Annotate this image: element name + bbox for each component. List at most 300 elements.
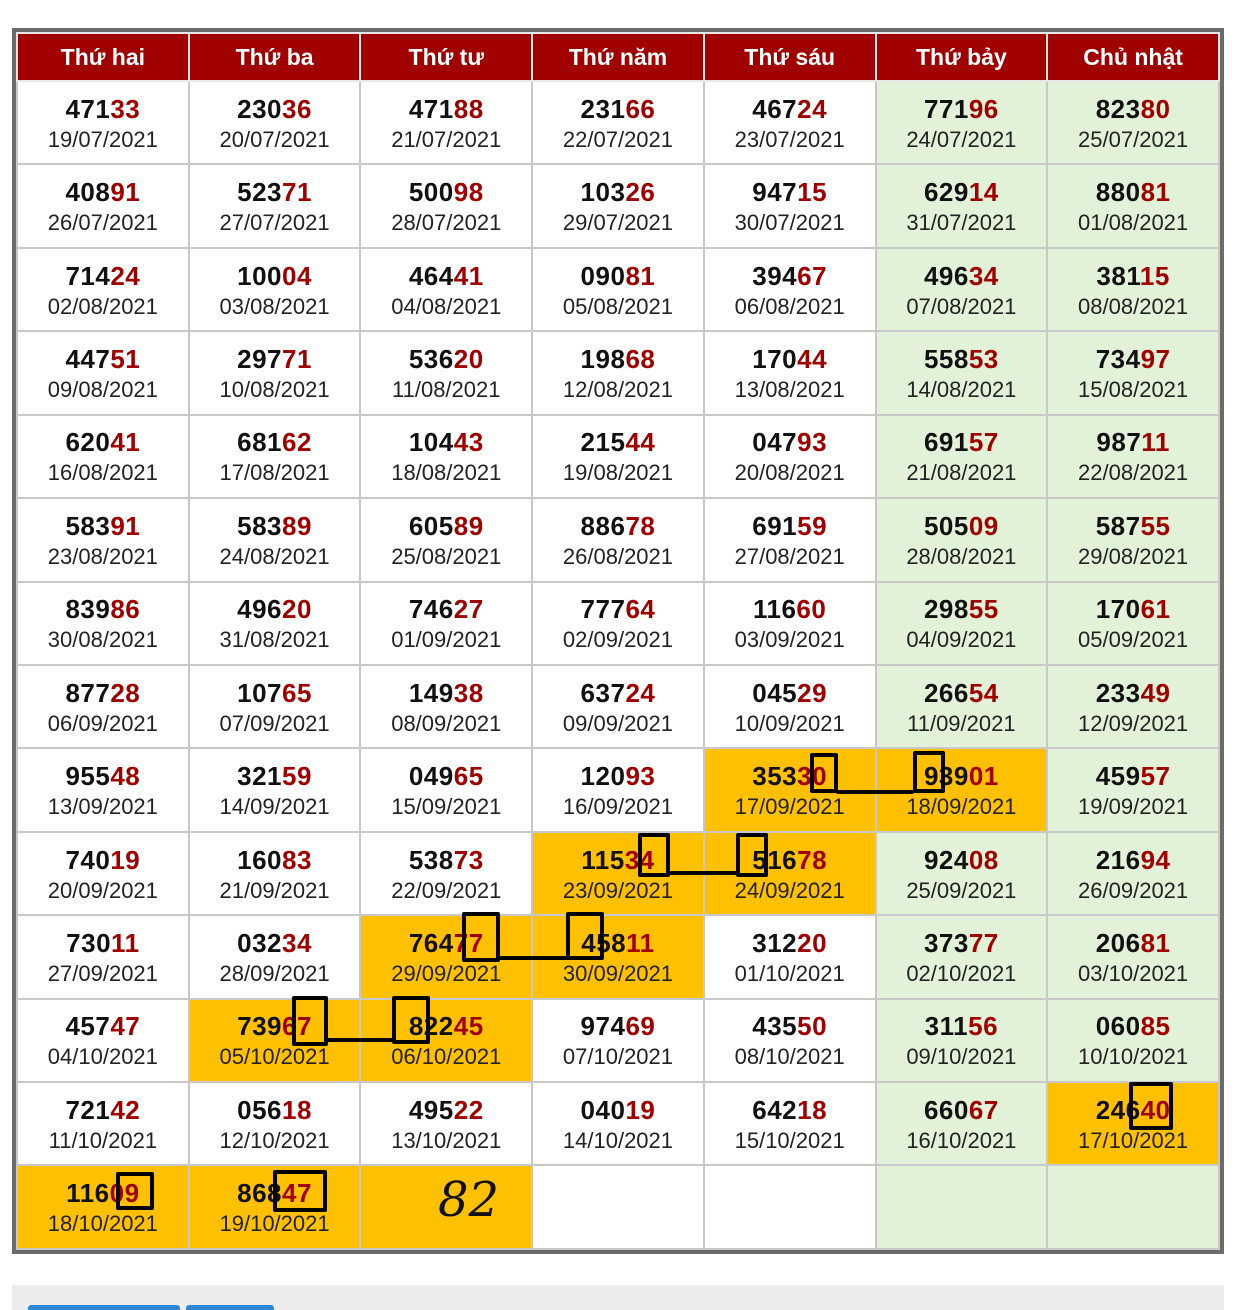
result-head-digits: 681: [237, 427, 283, 458]
result-tail-digits: 09: [968, 510, 999, 541]
day-cell: [189, 915, 361, 998]
day-cell: [189, 415, 361, 498]
result-number: [877, 592, 1047, 626]
result-date: 10/09/2021: [734, 710, 845, 736]
result-head-digits: 435: [752, 1011, 798, 1042]
result-date: 04/08/2021: [391, 293, 502, 319]
result-date: 30/09/2021: [562, 960, 674, 986]
result-number: [533, 1093, 703, 1127]
result-head-digits: 734: [1095, 343, 1141, 374]
result-tail-digits: 57: [1140, 761, 1171, 792]
result-date: 19/08/2021: [562, 460, 674, 486]
result-date: 02/08/2021: [47, 293, 158, 319]
result-tail-digits: 73: [453, 844, 484, 875]
result-number: [705, 259, 875, 293]
result-head-digits: 103: [580, 177, 626, 208]
result-date: 25/07/2021: [1078, 126, 1189, 152]
result-tail-digits: 44: [797, 343, 828, 374]
result-number: [533, 1009, 703, 1043]
result-number: [190, 175, 360, 209]
result-date: 08/09/2021: [391, 710, 502, 736]
result-tail-digits: 89: [282, 510, 312, 541]
result-tail-digits: 18: [797, 1094, 828, 1125]
result-head-digits: 471: [65, 93, 111, 124]
result-number: [533, 175, 703, 209]
result-number: [705, 926, 875, 960]
result-number: [18, 92, 188, 126]
day-cell: [360, 498, 532, 581]
day-cell: [532, 582, 704, 665]
result-tail-digits: 20: [282, 594, 312, 625]
day-cell: [189, 1082, 361, 1165]
result-head-digits: 206: [1095, 927, 1141, 958]
day-cell: [360, 164, 532, 247]
day-cell: [1047, 498, 1219, 581]
result-number: [18, 676, 188, 710]
result-number: [877, 259, 1047, 293]
day-cell: [704, 81, 876, 164]
header-friday: Thứ sáu: [704, 33, 876, 81]
result-number: [190, 1009, 360, 1043]
result-number: [18, 759, 188, 793]
result-number: [190, 509, 360, 543]
result-tail-digits: 71: [282, 177, 312, 208]
result-date: 06/10/2021: [391, 1044, 502, 1070]
header-monday: Thứ hai: [17, 33, 189, 81]
day-cell: [532, 665, 704, 748]
day-cell: [532, 1165, 704, 1249]
result-date: 17/08/2021: [219, 460, 330, 486]
result-date: 29/07/2021: [562, 210, 674, 236]
result-head-digits: 505: [923, 510, 969, 541]
result-number: [361, 425, 531, 459]
result-head-digits: 216: [1095, 844, 1141, 875]
result-number: [705, 592, 875, 626]
result-tail-digits: 86: [110, 594, 141, 625]
result-date: 31/08/2021: [219, 627, 330, 653]
result-head-digits: 116: [752, 594, 797, 625]
result-date: 28/07/2021: [391, 210, 502, 236]
result-head-digits: 160: [237, 844, 283, 875]
result-head-digits: 149: [408, 677, 454, 708]
result-number: [533, 843, 703, 877]
result-number: [705, 676, 875, 710]
day-cell: [704, 748, 876, 831]
result-head-digits: 321: [237, 761, 283, 792]
result-date: 19/10/2021: [219, 1211, 330, 1237]
result-number: [533, 926, 703, 960]
result-tail-digits: 27: [453, 594, 484, 625]
day-cell: [17, 331, 189, 414]
result-date: 22/07/2021: [562, 126, 674, 152]
result-tail-digits: 71: [282, 343, 312, 374]
result-date: 18/09/2021: [906, 794, 1017, 820]
result-number: [190, 926, 360, 960]
result-tail-digits: 45: [453, 1011, 484, 1042]
result-tail-digits: 66: [625, 93, 656, 124]
result-tail-digits: 44: [625, 427, 656, 458]
day-cell: [17, 164, 189, 247]
result-tail-digits: 91: [110, 510, 141, 541]
day-cell: [360, 81, 532, 164]
result-head-digits: 947: [752, 177, 798, 208]
day-cell: [17, 582, 189, 665]
week-row: [17, 1165, 1219, 1249]
result-tail-digits: 59: [282, 761, 312, 792]
result-tail-digits: 04: [282, 260, 312, 291]
day-cell: [532, 832, 704, 915]
result-tail-digits: 78: [797, 844, 828, 875]
result-date: 05/08/2021: [562, 293, 674, 319]
day-cell: [189, 81, 361, 164]
day-cell: [17, 1165, 189, 1249]
result-tail-digits: 81: [1140, 177, 1171, 208]
result-tail-digits: 96: [968, 93, 999, 124]
result-number: [190, 259, 360, 293]
result-head-digits: 032: [237, 927, 283, 958]
result-tail-digits: 54: [968, 677, 999, 708]
result-date: 01/08/2021: [1078, 210, 1189, 236]
day-cell: [876, 1165, 1048, 1249]
week-row: [17, 415, 1219, 498]
result-date: 27/09/2021: [47, 960, 158, 986]
day-cell: [189, 999, 361, 1082]
result-head-digits: 311: [924, 1011, 969, 1042]
result-number: [877, 92, 1047, 126]
week-row: [17, 1082, 1219, 1165]
result-head-digits: 246: [1095, 1094, 1141, 1125]
day-cell: [1047, 415, 1219, 498]
day-cell: [17, 81, 189, 164]
result-head-digits: 408: [65, 177, 111, 208]
result-tail-digits: 28: [110, 677, 141, 708]
result-head-digits: 297: [237, 343, 283, 374]
day-cell: [189, 832, 361, 915]
result-number: [18, 843, 188, 877]
result-date: 20/09/2021: [47, 877, 158, 903]
result-date: 16/09/2021: [562, 794, 674, 820]
day-cell: [360, 832, 532, 915]
result-number: [18, 509, 188, 543]
result-tail-digits: 81: [625, 260, 656, 291]
result-tail-digits: 30: [797, 761, 828, 792]
toolbar-button-secondary[interactable]: [186, 1305, 274, 1310]
day-cell: [704, 999, 876, 1082]
day-cell: [1047, 164, 1219, 247]
day-cell: [17, 748, 189, 831]
result-head-digits: 381: [1096, 260, 1140, 291]
result-tail-digits: 77: [968, 927, 999, 958]
day-cell: [17, 498, 189, 581]
result-tail-digits: 60: [796, 594, 827, 625]
result-date: 21/08/2021: [906, 460, 1017, 486]
result-tail-digits: 08: [968, 844, 999, 875]
day-cell: [1047, 915, 1219, 998]
result-head-digits: 660: [923, 1094, 969, 1125]
result-date: 23/09/2021: [562, 877, 674, 903]
day-cell: [189, 582, 361, 665]
result-tail-digits: 22: [453, 1094, 484, 1125]
result-number: [190, 592, 360, 626]
result-head-digits: 691: [923, 427, 969, 458]
result-head-digits: 464: [408, 260, 454, 291]
result-number: [361, 175, 531, 209]
result-number: [1048, 1093, 1218, 1127]
day-cell: [704, 1165, 876, 1249]
result-number: [877, 342, 1047, 376]
result-date: 05/09/2021: [1078, 627, 1189, 653]
result-number: [190, 843, 360, 877]
result-date: 25/09/2021: [906, 877, 1017, 903]
result-head-digits: 198: [580, 343, 626, 374]
result-date: 12/10/2021: [219, 1127, 330, 1153]
result-number: [533, 92, 703, 126]
result-date: 16/08/2021: [47, 460, 158, 486]
result-tail-digits: 24: [625, 677, 656, 708]
result-number: [877, 509, 1047, 543]
result-head-digits: 231: [580, 93, 626, 124]
day-cell: [704, 331, 876, 414]
result-head-digits: 691: [752, 510, 798, 541]
result-number: [361, 92, 531, 126]
result-date: 12/09/2021: [1078, 710, 1189, 736]
result-tail-digits: 88: [453, 93, 484, 124]
result-tail-digits: 20: [797, 927, 828, 958]
result-number: [705, 342, 875, 376]
result-tail-digits: 11: [626, 927, 655, 958]
result-date: 28/08/2021: [906, 543, 1017, 569]
result-head-digits: 298: [923, 594, 969, 625]
result-date: 26/09/2021: [1078, 877, 1189, 903]
day-cell: [532, 498, 704, 581]
result-number: [18, 425, 188, 459]
day-cell: [704, 665, 876, 748]
result-head-digits: 822: [408, 1011, 454, 1042]
result-tail-digits: 09: [109, 1178, 140, 1209]
result-date: 15/09/2021: [391, 794, 502, 820]
result-head-digits: 558: [923, 343, 969, 374]
result-date: 15/08/2021: [1078, 376, 1189, 402]
result-tail-digits: 67: [968, 1094, 999, 1125]
result-tail-digits: 51: [110, 343, 141, 374]
result-tail-digits: 64: [625, 594, 656, 625]
week-row: [17, 81, 1219, 164]
result-number: [18, 175, 188, 209]
result-number: [18, 1093, 188, 1127]
result-head-digits: 516: [752, 844, 798, 875]
result-head-digits: 730: [66, 927, 112, 958]
result-date: 11/08/2021: [392, 376, 501, 402]
result-date: 30/07/2021: [734, 210, 845, 236]
day-cell: [17, 415, 189, 498]
result-number: [1048, 592, 1218, 626]
result-date: 27/07/2021: [219, 210, 330, 236]
header-saturday: Thứ bảy: [876, 33, 1048, 81]
lottery-results-table: [16, 32, 1220, 1250]
result-head-digits: 642: [752, 1094, 798, 1125]
result-head-digits: 536: [408, 343, 454, 374]
result-date: 22/08/2021: [1078, 460, 1189, 486]
result-date: 26/08/2021: [562, 543, 674, 569]
result-number: [18, 1176, 188, 1210]
result-head-digits: 496: [923, 260, 969, 291]
result-head-digits: 868: [237, 1178, 283, 1209]
result-date: 04/10/2021: [47, 1044, 158, 1070]
result-tail-digits: 01: [968, 761, 999, 792]
result-number: [1048, 676, 1218, 710]
day-cell: [704, 248, 876, 331]
result-tail-digits: 48: [110, 761, 141, 792]
result-date: 03/09/2021: [734, 627, 845, 653]
result-number: [361, 843, 531, 877]
week-row: [17, 331, 1219, 414]
result-tail-digits: 43: [453, 427, 484, 458]
result-tail-digits: 24: [797, 93, 828, 124]
result-head-digits: 880: [1095, 177, 1141, 208]
result-head-digits: 823: [1095, 93, 1141, 124]
result-date: 11/10/2021: [48, 1127, 158, 1153]
result-head-digits: 215: [580, 427, 626, 458]
result-date: 22/09/2021: [391, 877, 502, 903]
result-date: 19/07/2021: [47, 126, 158, 152]
result-tail-digits: 18: [282, 1094, 312, 1125]
result-head-digits: 939: [923, 761, 969, 792]
result-number: [877, 759, 1047, 793]
week-row: [17, 665, 1219, 748]
result-tail-digits: 56: [968, 1011, 999, 1042]
day-cell: [532, 748, 704, 831]
result-number: [1048, 342, 1218, 376]
day-cell: [704, 832, 876, 915]
result-number: [361, 676, 531, 710]
result-number: [18, 1009, 188, 1043]
result-head-digits: 740: [65, 844, 111, 875]
result-date: 18/08/2021: [391, 460, 502, 486]
result-number: [190, 92, 360, 126]
result-tail-digits: 42: [110, 1094, 141, 1125]
result-date: 15/10/2021: [734, 1127, 845, 1153]
result-date: 24/09/2021: [734, 877, 845, 903]
header-wednesday: Thứ tư: [360, 33, 532, 81]
result-head-digits: 266: [923, 677, 969, 708]
result-number: [877, 1093, 1047, 1127]
result-number: [190, 759, 360, 793]
day-cell: [17, 248, 189, 331]
result-tail-digits: 85: [1140, 1011, 1171, 1042]
result-head-digits: 060: [1095, 1011, 1141, 1042]
day-cell: [360, 665, 532, 748]
result-head-digits: 115: [581, 844, 625, 875]
result-head-digits: 955: [65, 761, 111, 792]
result-tail-digits: 93: [625, 761, 656, 792]
result-head-digits: 538: [408, 844, 454, 875]
day-cell: [1047, 248, 1219, 331]
result-head-digits: 458: [581, 927, 627, 958]
result-tail-digits: 81: [1140, 927, 1171, 958]
result-head-digits: 583: [65, 510, 111, 541]
day-cell: [704, 415, 876, 498]
result-tail-digits: 50: [797, 1011, 828, 1042]
result-number: [18, 926, 188, 960]
result-number: [361, 1009, 531, 1043]
day-cell: [876, 498, 1048, 581]
result-date: 21/09/2021: [219, 877, 330, 903]
result-head-digits: 987: [1096, 427, 1142, 458]
result-head-digits: 739: [237, 1011, 283, 1042]
result-tail-digits: 40: [1140, 1094, 1171, 1125]
result-head-digits: 764: [408, 927, 454, 958]
header-sunday: Chủ nhật: [1047, 33, 1219, 81]
result-number: [877, 926, 1047, 960]
day-cell: [532, 248, 704, 331]
result-tail-digits: 34: [624, 844, 655, 875]
result-head-digits: 170: [1095, 594, 1141, 625]
day-cell: [17, 665, 189, 748]
result-date: 29/09/2021: [391, 960, 502, 986]
result-date: 12/08/2021: [562, 376, 674, 402]
day-cell: [532, 1082, 704, 1165]
result-head-digits: 467: [752, 93, 798, 124]
day-cell: [1047, 1165, 1219, 1249]
result-number: [1048, 1009, 1218, 1043]
day-cell: [532, 81, 704, 164]
result-date: 19/09/2021: [1078, 794, 1189, 820]
result-date: 29/08/2021: [1078, 543, 1189, 569]
result-date: 23/07/2021: [734, 126, 845, 152]
day-cell: [876, 999, 1048, 1082]
result-date: 09/08/2021: [47, 376, 158, 402]
day-cell: [1047, 665, 1219, 748]
day-cell: [876, 665, 1048, 748]
day-cell: [876, 582, 1048, 665]
day-cell: [876, 164, 1048, 247]
result-head-digits: 523: [237, 177, 283, 208]
result-head-digits: 312: [752, 927, 798, 958]
day-cell: [532, 415, 704, 498]
result-head-digits: 233: [1095, 677, 1141, 708]
result-tail-digits: 20: [453, 343, 484, 374]
result-date: 08/10/2021: [734, 1044, 845, 1070]
result-head-digits: 447: [65, 343, 111, 374]
result-tail-digits: 59: [797, 510, 828, 541]
result-date: 14/08/2021: [906, 376, 1017, 402]
result-head-digits: 459: [1095, 761, 1141, 792]
result-head-digits: 107: [237, 677, 283, 708]
result-tail-digits: 62: [282, 427, 312, 458]
day-cell: [189, 164, 361, 247]
result-number: [1048, 259, 1218, 293]
result-head-digits: 637: [580, 677, 626, 708]
result-head-digits: 353: [752, 761, 798, 792]
result-number: [877, 175, 1047, 209]
result-date: 11/09/2021: [907, 710, 1016, 736]
result-date: 14/10/2021: [562, 1127, 674, 1153]
result-number: [533, 509, 703, 543]
day-cell: [360, 748, 532, 831]
day-cell: [1047, 832, 1219, 915]
day-cell: [876, 248, 1048, 331]
week-row: [17, 832, 1219, 915]
result-tail-digits: 11: [1141, 427, 1170, 458]
result-head-digits: 495: [408, 1094, 454, 1125]
day-cell: [189, 248, 361, 331]
week-row: [17, 164, 1219, 247]
result-number: [705, 425, 875, 459]
week-row: [17, 498, 1219, 581]
toolbar-button-primary[interactable]: [28, 1305, 180, 1310]
day-cell: [704, 915, 876, 998]
result-number: [533, 759, 703, 793]
